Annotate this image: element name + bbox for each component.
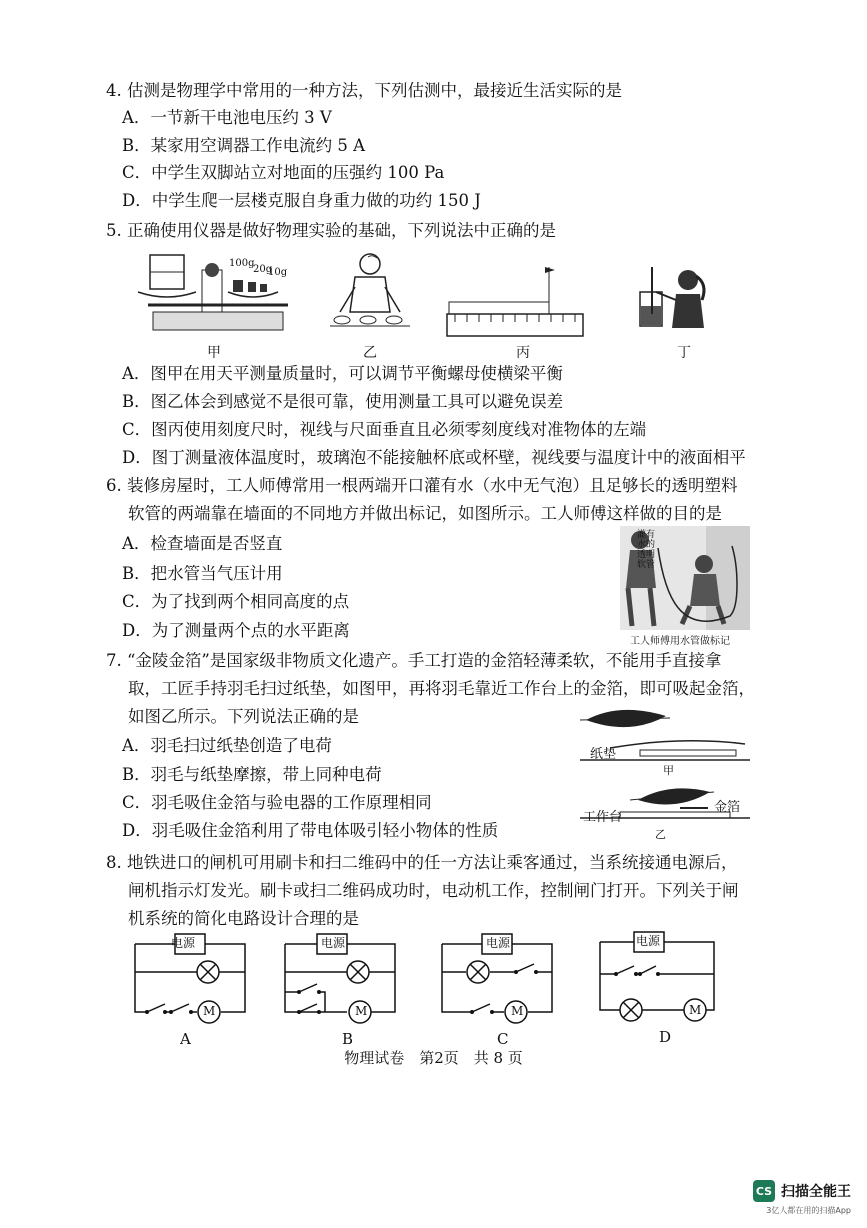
q5-option-b: B．图乙体会到感觉不是很可靠，使用测量工具可以避免误差 (122, 392, 564, 411)
q7-stem-line2: 取，工匠手持羽毛扫过纸垫，如图甲，再将羽毛靠近工作台上的金箔，即可吸起金箔， (128, 679, 755, 698)
q4-option-a: A．一节新干电池电压约 3 V (122, 108, 332, 127)
person-cups-figure (330, 252, 410, 332)
hose-figure-caption: 工人师傅用水管做标记 (630, 636, 730, 647)
q7-option-c: C．羽毛吸住金箔与验电器的工作原理相同 (122, 793, 432, 812)
fig-label-jia-q7: 甲 (663, 764, 674, 777)
q6-option-a: A．检查墙面是否竖直 (122, 534, 283, 553)
q8-stem-line2: 闸机指示灯发光。刷卡或扫二维码成功时，电动机工作，控制闸门打开。下列关于闸 (128, 881, 739, 900)
motor-label-c: M (511, 1004, 524, 1018)
q7-option-b: B．羽毛与纸垫摩擦，带上同种电荷 (122, 765, 382, 784)
paper-pad-label: 纸垫 (590, 747, 617, 762)
girl-thermometer-figure (638, 262, 713, 332)
weight-100g: 100g (229, 258, 255, 269)
q7-stem-line3: 如图乙所示。下列说法正确的是 (128, 707, 359, 726)
q5-option-d: D．图丁测量液体温度时，玻璃泡不能接触杯底或杯壁，视线要与温度计中的液面相平 (122, 448, 746, 467)
q5-option-a: A．图甲在用天平测量质量时，可以调节平衡螺母使横梁平衡 (122, 364, 563, 383)
q5-stem: 5. 正确使用仪器是做好物理实验的基础，下列说法中正确的是 (106, 221, 556, 240)
circuit-label-a: A (180, 1030, 191, 1048)
fig-label-yi-q7: 乙 (655, 828, 666, 841)
watermark-subtitle: 3亿人都在用的扫描App (766, 1206, 851, 1215)
q4-stem: 4. 估测是物理学中常用的一种方法，下列估测中，最接近生活实际的是 (106, 81, 622, 100)
power-label-a: 电源 (171, 936, 196, 950)
fig-label-bing: 丙 (516, 345, 530, 361)
motor-label-b: M (355, 1004, 368, 1018)
ruler-figure (447, 262, 587, 342)
scanner-watermark (753, 1180, 851, 1202)
q6-option-d: D．为了测量两个点的水平距离 (122, 621, 350, 640)
q7-option-d: D．羽毛吸住金箔利用了带电体吸引轻小物体的性质 (122, 821, 499, 840)
circuit-label-b: B (342, 1030, 354, 1048)
q7-stem-line1: 7. “金陵金箔”是国家级非物质文化遗产。手工打造的金箔轻薄柔软，不能用手直接拿 (106, 651, 722, 670)
q8-stem-line3: 机系统的简化电路设计合理的是 (128, 909, 359, 928)
circuit-label-d: D (659, 1028, 672, 1046)
q4-option-d: D．中学生爬一层楼克服自身重力做的功约 150 J (122, 191, 481, 210)
circuit-label-c: C (497, 1030, 509, 1048)
motor-label-d: M (689, 1003, 702, 1017)
q6-stem-line1: 6. 装修房屋时，工人师傅常用一根两端开口灌有水（水中无气泡）且足够长的透明塑料 (106, 476, 738, 495)
q5-option-c: C．图丙使用刻度尺时，视线与尺面垂直且必须零刻度线对准物体的左端 (122, 420, 647, 439)
weight-10g: 10g (268, 267, 288, 278)
power-label-d: 电源 (636, 934, 661, 948)
gold-foil-label: 金箔 (714, 800, 741, 815)
fig-label-ding: 丁 (677, 345, 691, 361)
motor-label-a: M (203, 1004, 216, 1018)
hose-label: 灌有水的透明软管 (637, 530, 656, 570)
worktable-label: 工作台 (583, 810, 623, 825)
power-label-b: 电源 (321, 936, 346, 950)
q7-option-a: A．羽毛扫过纸垫创造了电荷 (122, 736, 332, 755)
q4-option-b: B．某家用空调器工作电流约 5 A (122, 136, 366, 155)
q6-stem-line2: 软管的两端靠在墙面的不同地方并做出标记，如图所示。工人师傅这样做的目的是 (128, 504, 722, 523)
watermark-title: 扫描全能王 (781, 1184, 851, 1200)
q4-option-c: C．中学生双脚站立对地面的压强约 100 Pa (122, 163, 445, 182)
weight-20g: 20g (253, 264, 273, 275)
q6-option-c: C．为了找到两个相同高度的点 (122, 592, 350, 611)
power-label-c: 电源 (486, 936, 511, 950)
balance-figure (138, 250, 298, 340)
fig-label-yi: 乙 (363, 345, 377, 361)
camscanner-logo-icon: CS (753, 1180, 775, 1202)
page-footer: 物理试卷 第2页 共 8 页 (344, 1049, 523, 1067)
q6-option-b: B．把水管当气压计用 (122, 564, 283, 583)
fig-label-jia: 甲 (207, 345, 221, 361)
q8-stem-line1: 8. 地铁进口的闸机可用刷卡和扫二维码中的任一方法让乘客通过，当系统接通电源后， (106, 853, 738, 872)
